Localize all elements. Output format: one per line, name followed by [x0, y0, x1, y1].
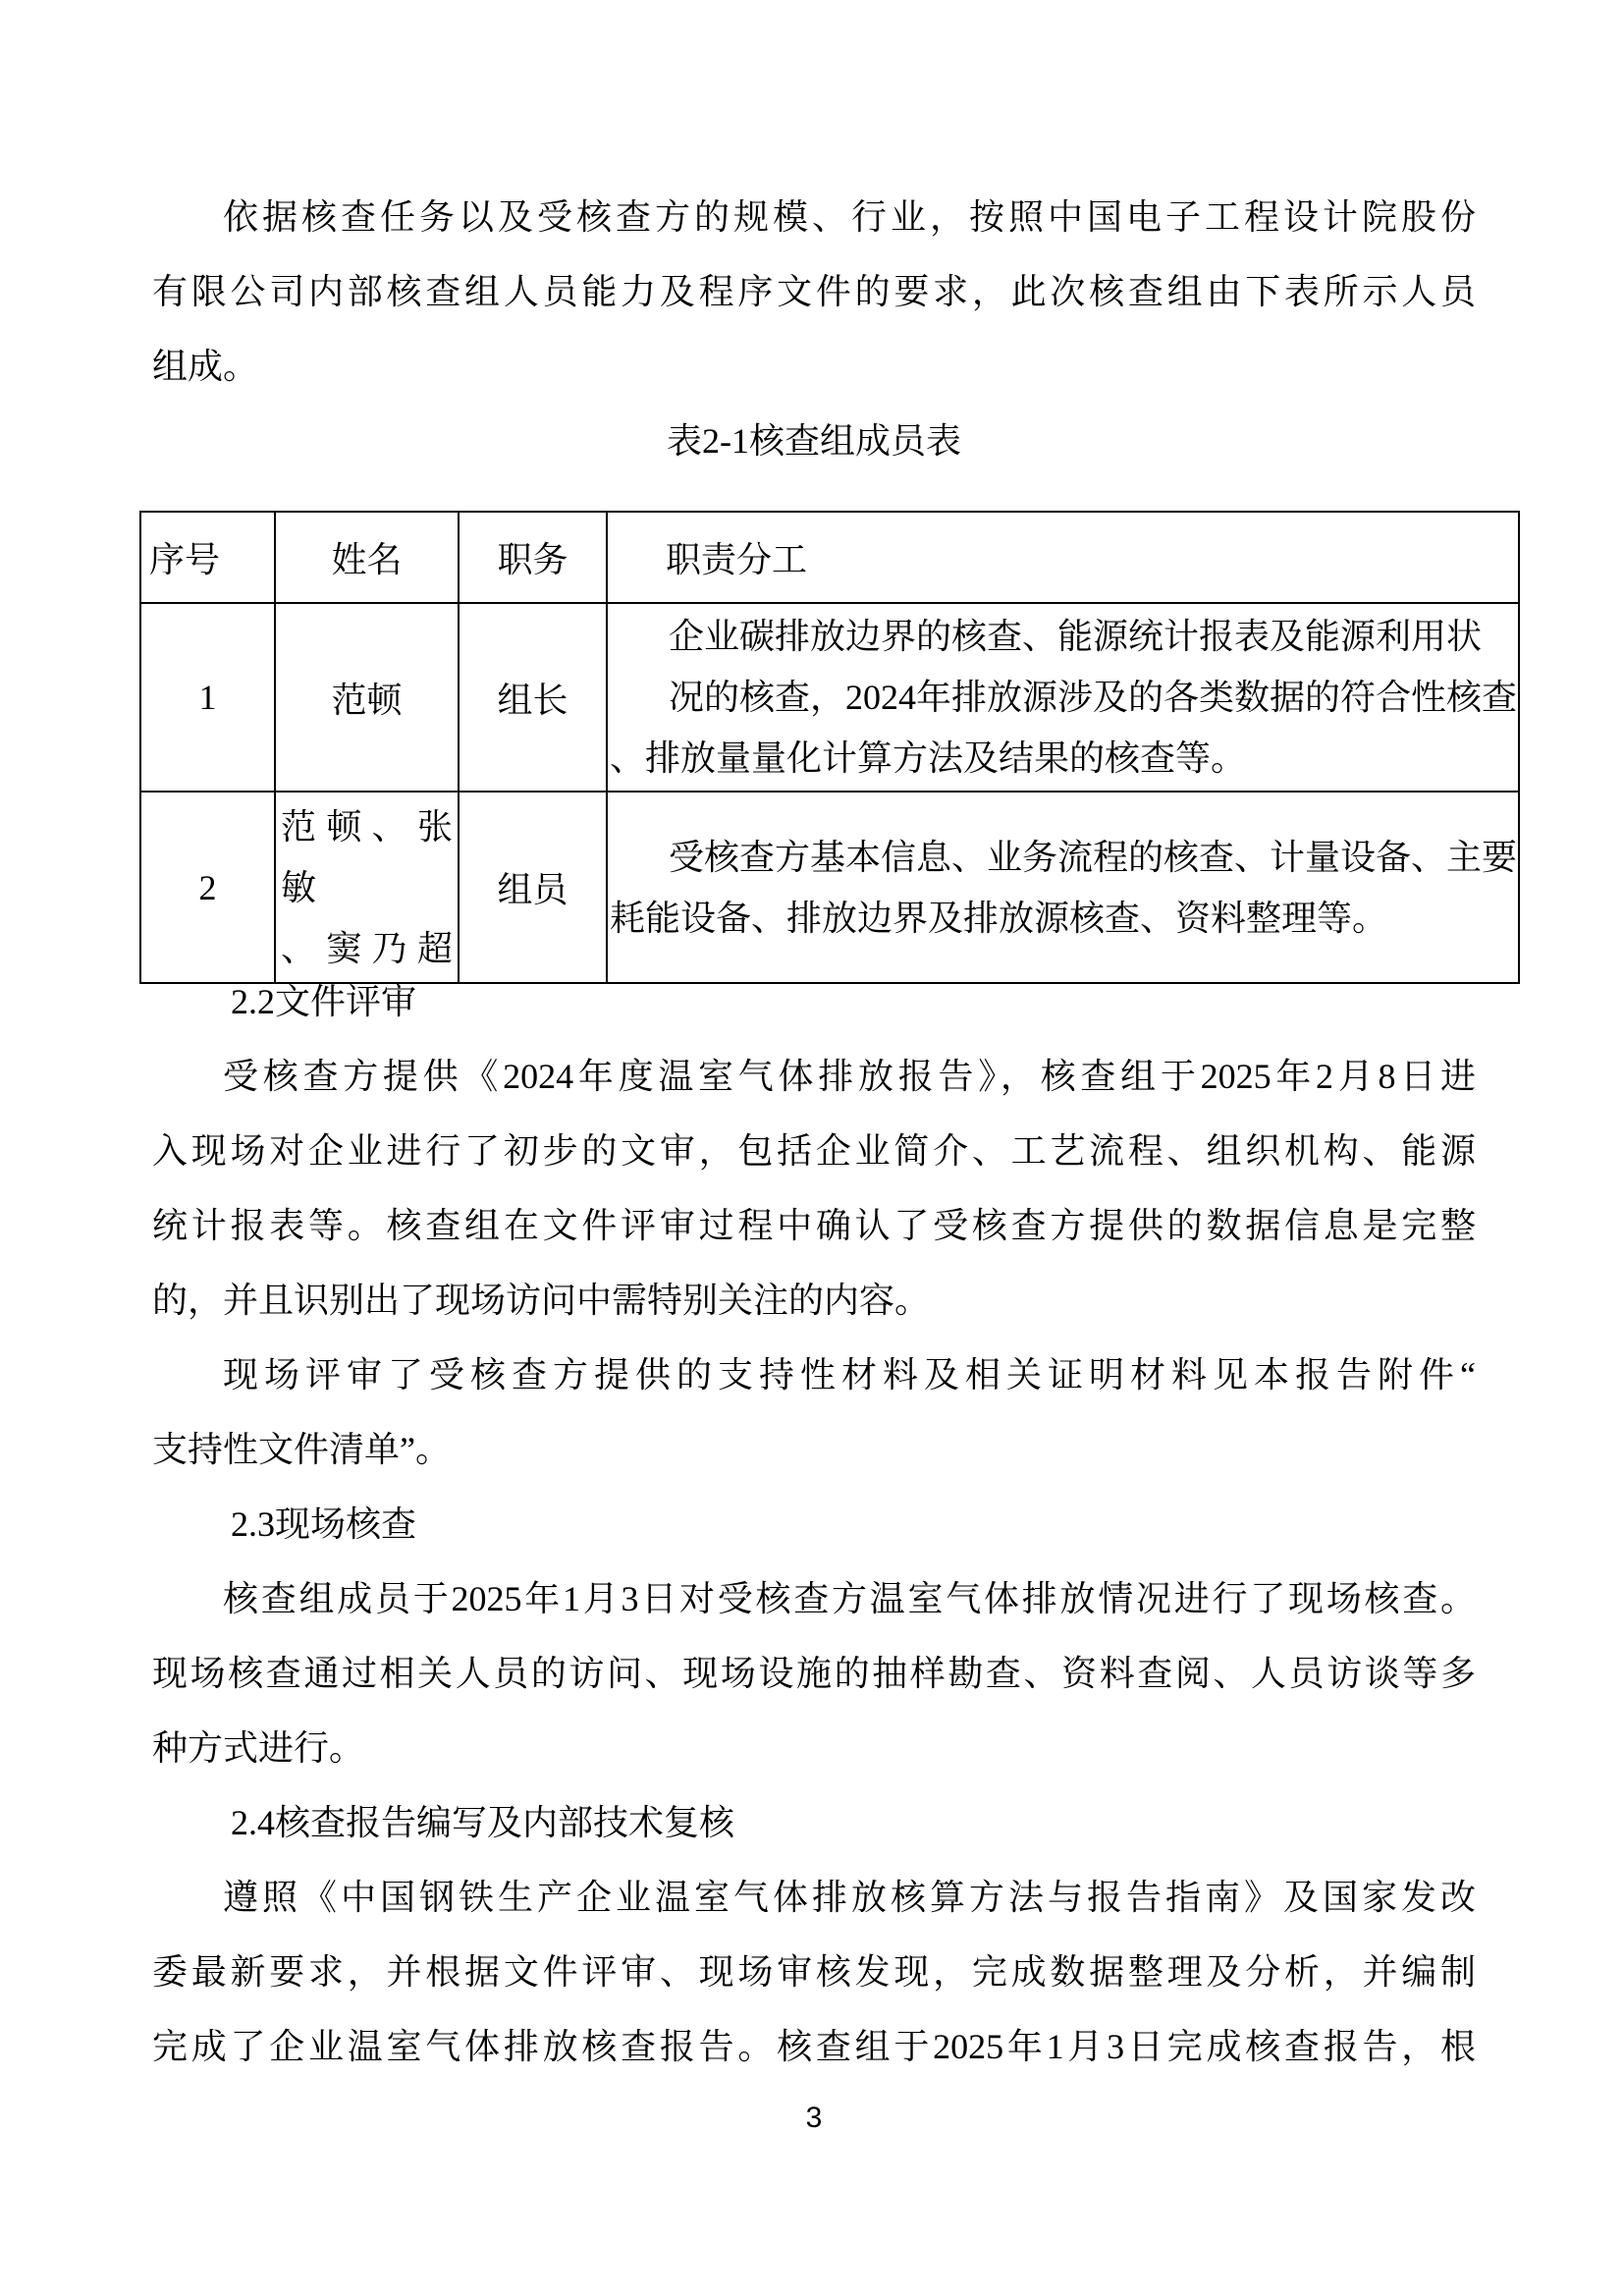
table-row — [140, 792, 1519, 983]
cell-row2-role: 组员 — [459, 792, 607, 983]
cell-row1-no: 1 — [140, 603, 275, 792]
cell-row1-role: 组长 — [459, 603, 607, 792]
table-caption: 表2-1核查组成员表 — [667, 421, 961, 461]
section-2-3-para-1-line-2: 现场核查通过相关人员的访问、现场设施的抽样勘查、资料查阅、人员访谈等多 — [152, 1654, 1476, 1693]
header-cell-no: 序号 — [140, 512, 275, 603]
section-2-3-para-1-line-3: 种方式进行。 — [152, 1728, 365, 1768]
cell-row2-name — [275, 792, 459, 983]
header-cell-role: 职务 — [459, 512, 607, 603]
intro-line-3: 组成。 — [152, 347, 259, 386]
section-2-3-para-1-line-1: 核查组成员于2025年1月3日对受核查方温室气体排放情况进行了现场核查。 — [223, 1579, 1476, 1618]
section-heading-2-2: 2.2文件评审 — [231, 982, 417, 1021]
team-member-table — [139, 511, 1520, 984]
cell-row2-no: 2 — [140, 792, 275, 983]
intro-line-1: 依据核查任务以及受核查方的规模、行业，按照中国电子工程设计院股份 — [223, 197, 1476, 237]
section-2-4-para-1-line-3: 完成了企业温室气体排放核查报告。核查组于2025年1月3日完成核查报告，根 — [152, 2027, 1476, 2066]
header-cell-duty: 职责分工 — [607, 512, 1519, 603]
section-2-2-para-1-line-4: 的，并且识别出了现场访问中需特别关注的内容。 — [152, 1281, 931, 1320]
cell-row1-name: 范顿 — [275, 603, 459, 792]
name-line: 、窦乃超 — [281, 928, 453, 968]
section-heading-2-4: 2.4核查报告编写及内部技术复核 — [231, 1803, 735, 1842]
section-2-2-para-1-line-3: 统计报表等。核查组在文件评审过程中确认了受核查方提供的数据信息是完整 — [152, 1206, 1476, 1245]
cell-row2-duty — [607, 792, 1519, 983]
table-header-row — [140, 512, 1519, 603]
cell-row1-duty — [607, 603, 1519, 792]
name-line: 范顿、张敏 — [281, 806, 453, 907]
section-heading-2-3: 2.3现场核查 — [231, 1504, 417, 1544]
table-row — [140, 603, 1519, 792]
intro-line-2: 有限公司内部核查组人员能力及程序文件的要求，此次核查组由下表所示人员 — [152, 272, 1476, 311]
section-2-4-para-1-line-2: 委最新要求，并根据文件评审、现场审核发现，完成数据整理及分析，并编制 — [152, 1952, 1476, 1992]
section-2-2-para-1-line-1: 受核查方提供《2024年度温室气体排放报告》，核查组于2025年2月8日进 — [223, 1057, 1476, 1096]
duty-line: 耗能设备、排放边界及排放源核查、资料整理等。 — [610, 898, 1388, 938]
duty-line: 企业碳排放边界的核查、能源统计报表及能源利用状 — [669, 617, 1483, 656]
page-number: 3 — [805, 2102, 823, 2134]
header-cell-name: 姓名 — [275, 512, 459, 603]
section-2-4-para-1-line-1: 遵照《中国钢铁生产企业温室气体排放核算方法与报告指南》及国家发改 — [223, 1878, 1476, 1917]
duty-line: 受核查方基本信息、业务流程的核查、计量设备、主要 — [669, 837, 1518, 877]
duty-line: 况的核查，2024年排放源涉及的各类数据的符合性核查 — [669, 678, 1518, 717]
section-2-2-para-2-line-1: 现场评审了受核查方提供的支持性材料及相关证明材料见本报告附件“ — [223, 1355, 1476, 1394]
section-2-2-para-1-line-2: 入现场对企业进行了初步的文审，包括企业简介、工艺流程、组织机构、能源 — [152, 1131, 1476, 1171]
duty-line: 、排放量量化计算方法及结果的核查等。 — [610, 738, 1247, 778]
section-2-2-para-2-line-2: 支持性文件清单”。 — [152, 1430, 451, 1469]
